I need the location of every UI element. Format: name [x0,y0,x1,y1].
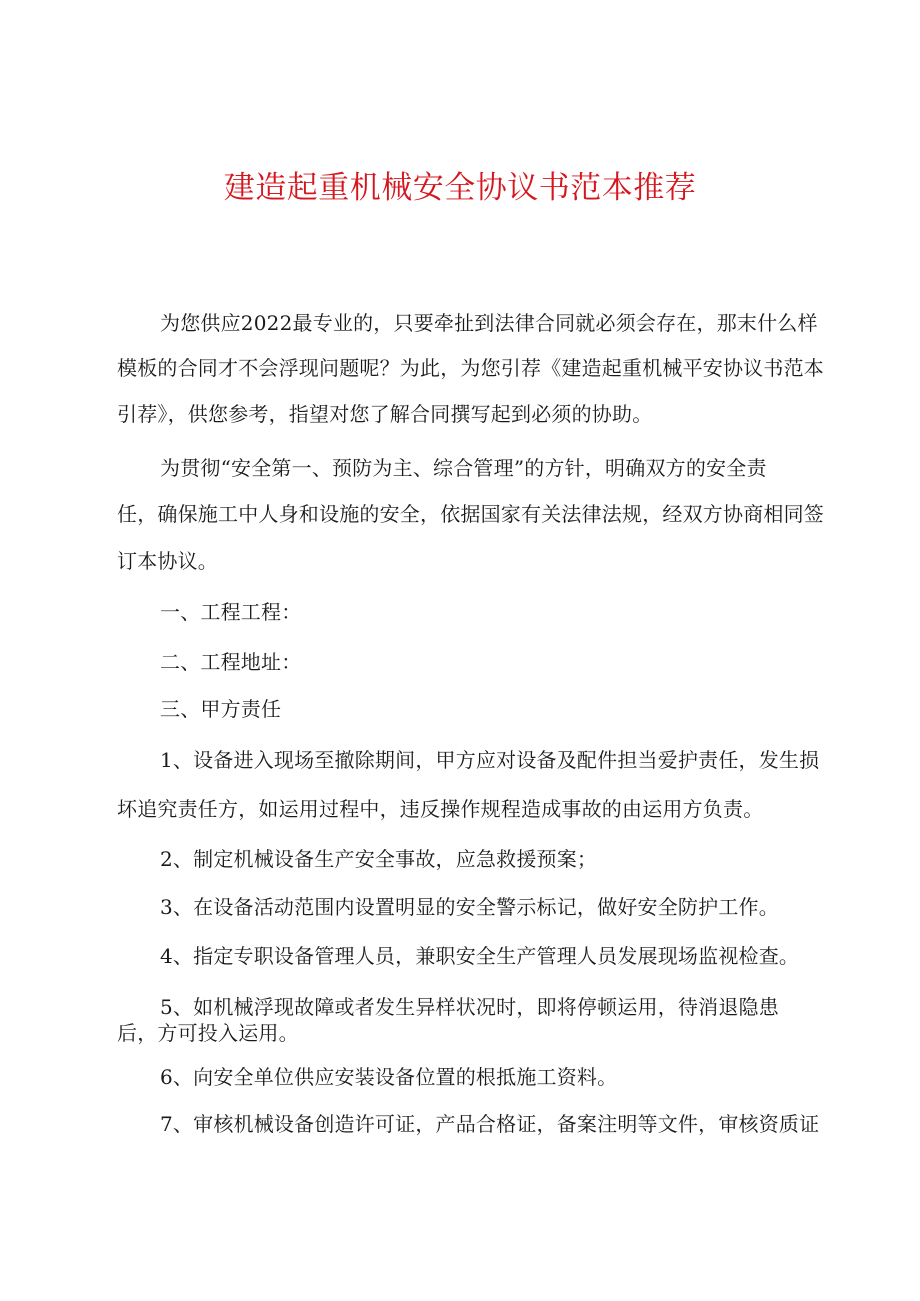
document-title: 建造起重机械安全协议书范本推荐 [223,170,697,206]
paragraph-line: 模板的合同才不会浮现问题呢？为此，为您引荐《建造起重机械平安协议书范本 [117,356,824,380]
list-item: 3、在设备活动范围内设置明显的安全警示标记，做好安全防护工作。 [160,895,779,919]
section-heading: 一、工程工程： [160,600,302,624]
section-heading: 二、工程地址： [160,650,302,674]
section-heading: 三、甲方责任 [160,697,282,721]
list-item: 5、如机械浮现故障或者发生异样状况时，即将停顿运用，待消退隐患 [160,995,779,1019]
list-item: 后，方可投入运用。 [117,1021,299,1045]
list-item: 2、制定机械设备生产安全事故，应急救援预案； [160,847,598,871]
paragraph-line: 订本协议。 [117,549,218,573]
paragraph-line: 引荐》，供您参考，指望对您了解合同撰写起到必须的协助。 [117,402,653,426]
list-item: 4、指定专职设备管理人员，兼职安全生产管理人员发展现场监视检查。 [160,944,800,968]
list-item: 6、向安全单位供应安装设备位置的根抵施工资料。 [160,1065,618,1089]
list-item: 坏追究责任方，如运用过程中，违反操作规程造成事故的由运用方负责。 [117,797,764,821]
paragraph-line: 任，确保施工中人身和设施的安全，依据国家有关法律法规，经双方协商相同签 [117,502,824,526]
list-item: 1、设备进入现场至撤除期间，甲方应对设备及配件担当爱护责任，发生损 [160,748,820,772]
list-item: 7、审核机械设备创造许可证，产品合格证，备案注明等文件，审核资质证 [160,1112,820,1136]
paragraph-line: 为贯彻“安全第一、预防为主、综合管理”的方针，明确双方的安全责 [160,456,767,480]
paragraph-line: 为您供应2022最专业的，只要牵扯到法律合同就必须会存在，那末什么样 [160,311,818,335]
